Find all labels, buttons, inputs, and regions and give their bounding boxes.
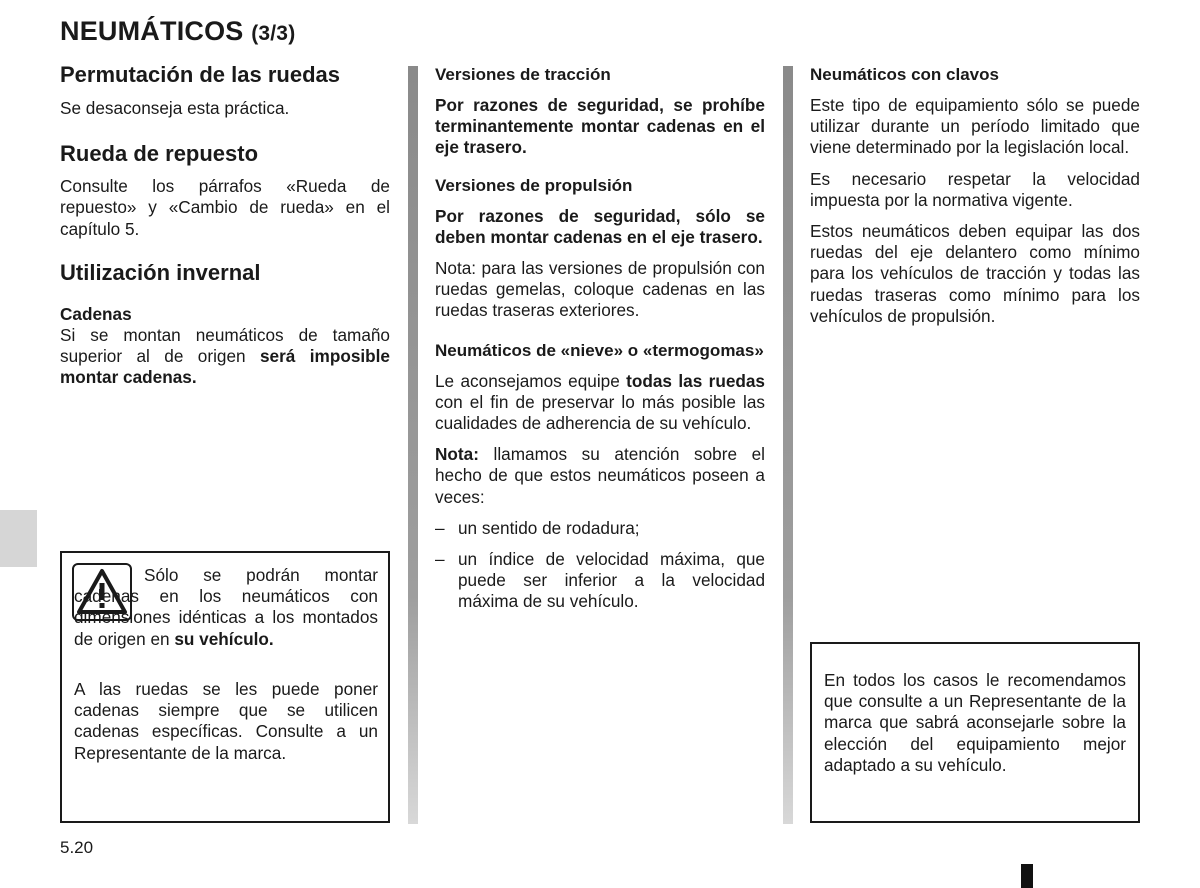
section-heading: Permutación de las ruedas: [60, 62, 340, 87]
info-box: [810, 642, 1140, 823]
chapter-tab: [0, 510, 37, 567]
section-heading: Utilización invernal: [60, 259, 261, 285]
note-text: [435, 444, 765, 508]
warning-text-1: [74, 565, 378, 650]
propulsion-note: Nota: para las versiones de propulsión con ruedas gemelas, coloque cadenas en las ruedas traseras exteriores.: [435, 258, 765, 321]
chains-text: [60, 325, 390, 389]
dash-bullet: –: [435, 549, 445, 570]
page-edge-mark: [1021, 864, 1033, 888]
chains-text-normal: Si se montan neumáticos de tamaño superior al de origen: [60, 325, 390, 367]
list-item: [435, 549, 765, 613]
studded-text-3: Estos neumáticos deben equipar las dos ruedas del eje delantero como mínimo para los vehículos de tracción y todas las ruedas traseras como mínimo para los vehículos de propulsión.: [810, 221, 1140, 326]
title-part: (3/3): [251, 22, 296, 45]
dash-bullet: –: [435, 517, 445, 538]
propulsion-text: Por razones de seguridad, sólo se deben montar cadenas en el eje trasero.: [435, 205, 765, 247]
studded-text-1: Este tipo de equipamiento sólo se puede utilizar durante un período limitado que viene determinado por la legislación local.: [810, 95, 1140, 158]
warning-text-bold: su vehículo.: [174, 628, 274, 649]
title-main: NEUMÁTICOS: [60, 16, 244, 46]
subheading-studded-tyres: Neumáticos con clavos: [810, 65, 999, 84]
traction-text: Por razones de seguridad, se prohíbe terminantemente montar cadenas en el eje trasero.: [435, 95, 765, 158]
snow-text-a: Le aconsejamos equipe: [435, 370, 627, 391]
snow-text-c: con el fin de preservar lo más posible las cualidades de adherencia de su vehículo.: [435, 391, 765, 434]
column-1: [60, 62, 390, 389]
column-3: [810, 64, 1140, 337]
snow-text-bold: todas las ruedas: [626, 370, 765, 391]
subheading-chains: Cadenas: [60, 303, 132, 324]
section-heading: Rueda de repuesto: [60, 141, 259, 167]
studded-text-2: Es necesario respetar la velocidad impuesta por la normativa vigente.: [810, 168, 1140, 210]
list-item: [435, 518, 765, 539]
column-2: [435, 64, 765, 613]
column-divider: [783, 66, 793, 824]
note-body: llamamos su atención sobre el hecho de que estos neumáticos poseen a veces:: [435, 444, 765, 507]
warning-text-normal: Sólo se podrán montar cadenas en los neumáticos con dimensiones idénticas a los montados de origen en: [74, 565, 378, 649]
warning-text-2: A las ruedas se les puede poner cadenas siempre que se utilicen cadenas específicas. Consulte a un Representante de la marca.: [74, 679, 378, 763]
page-title: [60, 16, 295, 47]
list-item-text: un sentido de rodadura;: [458, 517, 640, 538]
section-text: Consulte los párrafos «Rueda de repuesto» y «Cambio de rueda» en el capítulo 5.: [60, 176, 390, 239]
section-text: Se desaconseja esta práctica.: [60, 98, 290, 118]
info-text: En todos los casos le recomendamos que consulte a un Representante de la marca que sabrá aconsejarle sobre la elección del equipamiento mejor adaptado a su vehículo.: [824, 670, 1126, 775]
snow-text: [435, 371, 765, 435]
list-item-text: un índice de velocidad máxima, que puede ser inferior a la velocidad máxima de su vehículo.: [458, 549, 765, 612]
chains-text-bold: será imposible montar cadenas.: [60, 346, 390, 388]
subheading-traction: Versiones de tracción: [435, 65, 611, 84]
subheading-propulsion: Versiones de propulsión: [435, 175, 633, 195]
page-number: 5.20: [60, 838, 94, 857]
column-divider: [408, 66, 418, 824]
warning-box: [60, 551, 390, 823]
subheading-snow-tyres: Neumáticos de «nieve» o «termogomas»: [435, 340, 764, 360]
note-label: Nota:: [435, 444, 479, 465]
